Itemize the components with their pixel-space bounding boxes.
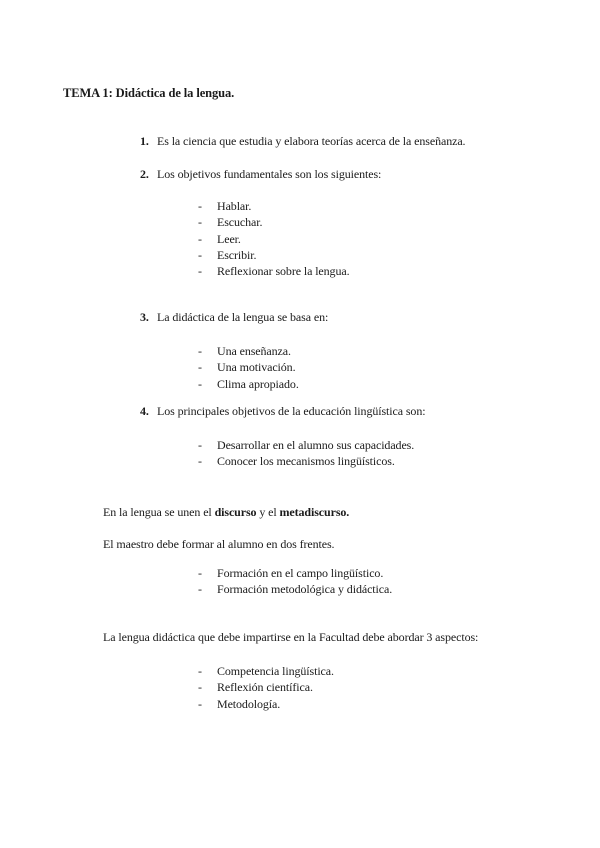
dash-marker: - [198,582,202,597]
list-item [198,198,349,214]
list-item-text: Hablar. [217,199,252,213]
numbered-item-3-text: La didáctica de la lengua se basa en: [157,310,329,324]
list-item [198,247,349,263]
list-item-text: Desarrollar en el alumno sus capacidades. [217,438,415,452]
numbered-item-2-marker: 2. [140,167,149,181]
list-item-text: Metodología. [217,696,281,711]
list-objetivos-educacion [198,437,414,470]
list-item [198,437,414,453]
list-item-text: Leer. [217,231,241,246]
numbered-item-4-marker: 4. [140,404,149,418]
dash-marker: - [198,344,202,358]
dash-marker: - [198,454,202,469]
list-item [198,231,349,247]
numbered-item-2-text: Los objetivos fundamentales son los siguientes: [157,167,382,181]
list-item [198,663,334,679]
numbered-item-1-marker: 1. [140,134,149,148]
bold-term-discurso: discurso [214,505,257,519]
list-item [198,453,414,469]
list-objetivos-fundamentales [198,198,349,279]
numbered-item-1 [140,133,465,149]
dash-marker: - [198,231,202,246]
list-item-text: Formación en el campo lingüístico. [217,566,384,580]
paragraph-maestro: El maestro debe formar al alumno en dos frentes. [103,537,335,551]
list-item [198,581,392,597]
dash-marker: - [198,664,202,678]
list-item [198,214,349,230]
numbered-item-1-text: Es la ciencia que estudia y elabora teorías acerca de la enseñanza. [157,134,466,148]
list-item [198,359,299,375]
list-item-text: Conocer los mecanismos lingüísticos. [217,454,395,469]
list-aspectos-facultad [198,663,334,712]
dash-marker: - [198,199,202,213]
list-item-text: Una motivación. [217,360,296,375]
paragraph-text: En la lengua se unen el [103,505,215,519]
list-item-text: Formación metodológica y didáctica. [217,582,393,597]
list-item-text: Una enseñanza. [217,344,291,358]
list-item [198,565,392,581]
list-item-text: Reflexionar sobre la lengua. [217,264,350,279]
list-item-text: Reflexión científica. [217,680,313,695]
list-item [198,696,334,712]
list-item [198,263,349,279]
list-item-text: Escuchar. [217,215,263,230]
list-item-text: Escribir. [217,247,257,262]
dash-marker: - [198,264,202,279]
list-item-text: Competencia lingüística. [217,664,334,678]
list-item-text: Clima apropiado. [217,376,299,391]
bold-term-metadiscurso: metadiscurso. [279,505,350,519]
numbered-item-4 [140,403,425,419]
dash-marker: - [198,680,202,695]
list-item [198,343,299,359]
list-bases-didactica [198,343,299,392]
list-frentes-formacion [198,565,392,598]
dash-marker: - [198,247,202,262]
numbered-item-4-text: Los principales objetivos de la educación lingüística son: [157,404,426,418]
dash-marker: - [198,566,202,580]
numbered-item-3-marker: 3. [140,310,149,324]
dash-marker: - [198,215,202,230]
dash-marker: - [198,438,202,452]
dash-marker: - [198,696,202,711]
numbered-item-2 [140,166,381,182]
page-title: TEMA 1: Didáctica de la lengua. [63,86,235,100]
dash-marker: - [198,376,202,391]
dash-marker: - [198,360,202,375]
list-item [198,679,334,695]
numbered-item-3 [140,309,328,325]
paragraph-text: y el [256,505,280,519]
paragraph-facultad: La lengua didáctica que debe impartirse en la Facultad debe abordar 3 aspectos: [103,630,479,644]
list-item [198,376,299,392]
paragraph-discurso [103,504,349,520]
